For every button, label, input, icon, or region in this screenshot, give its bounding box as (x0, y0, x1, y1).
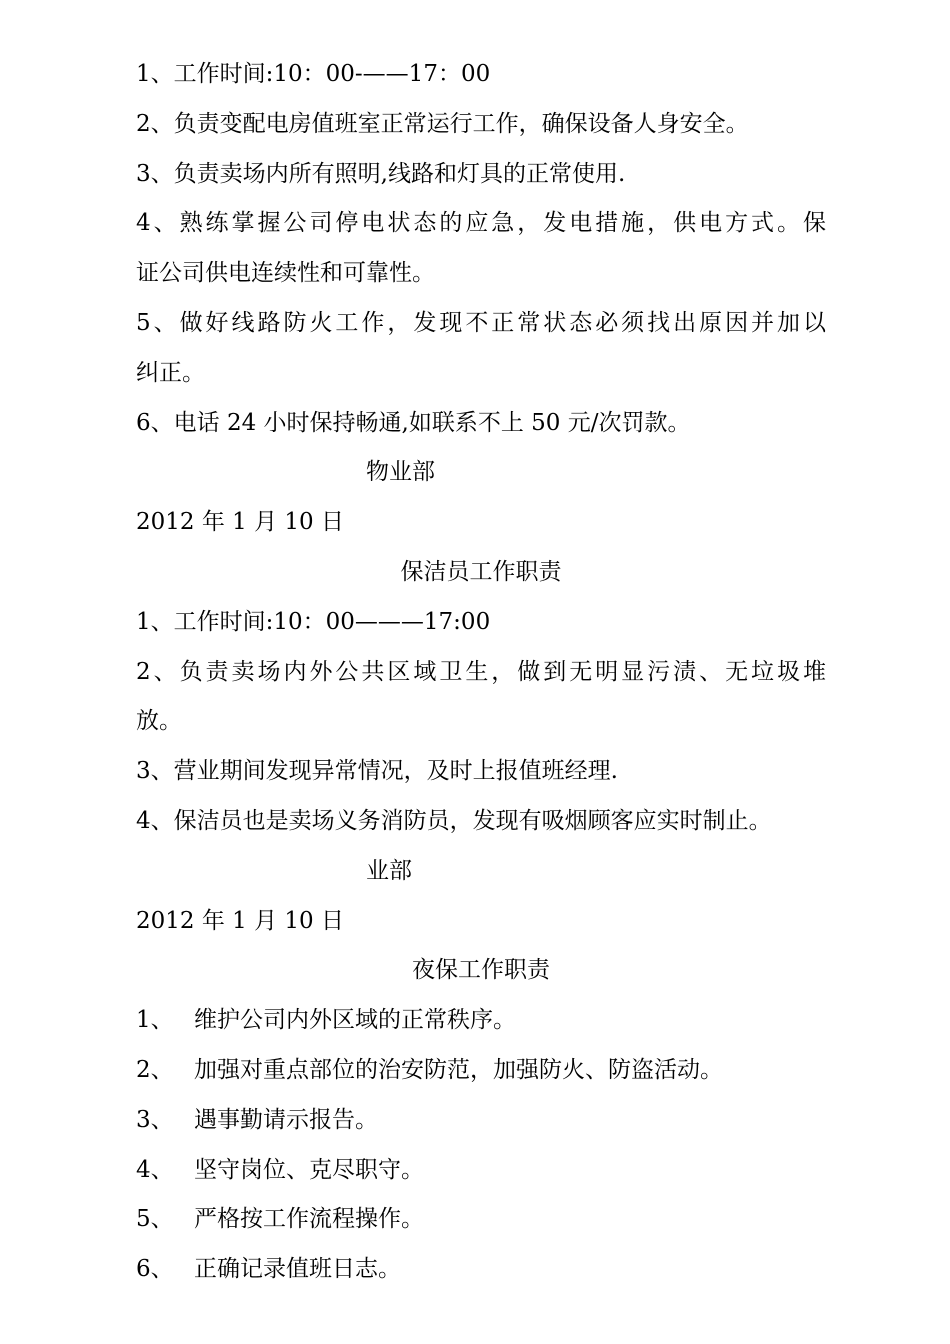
night-guard-item-text: 正确记录值班日志。 (194, 1256, 401, 1283)
electrician-department: 物业部 (366, 459, 435, 486)
electrician-item-4-line-1: 4、熟练掌握公司停电状态的应急，发电措施，供电方式。保 (136, 210, 826, 237)
cleaner-item-3: 3、营业期间发现异常情况，及时上报值班经理. (136, 758, 618, 785)
electrician-item-3: 3、负责卖场内所有照明,线路和灯具的正常使用. (136, 160, 626, 187)
night-guard-item-text: 维护公司内外区域的正常秩序。 (194, 1007, 516, 1034)
electrician-item-5-line-2: 纠正。 (136, 359, 205, 386)
electrician-item-6: 6、电话 24 小时保持畅通,如联系不上 50 元/次罚款。 (136, 409, 691, 436)
cleaner-item-4: 4、保洁员也是卖场义务消防员，发现有吸烟顾客应实时制止。 (136, 807, 772, 834)
night-guard-item-5 (136, 1195, 826, 1245)
night-guard-item-text: 坚守岗位、克尽职守。 (194, 1156, 424, 1183)
night-guard-item-1 (136, 996, 826, 1046)
night-guard-item-text: 遇事勤请示报告。 (194, 1106, 378, 1133)
document-page (136, 50, 826, 1295)
cleaner-item-2-line-2: 放。 (136, 708, 182, 735)
night-guard-item-4 (136, 1146, 826, 1196)
night-guard-item-number: 5、 (136, 1206, 174, 1233)
electrician-item-4-line-2: 证公司供电连续性和可靠性。 (136, 260, 435, 287)
night-guard-item-number: 3、 (136, 1106, 174, 1133)
night-guard-item-text: 严格按工作流程操作。 (194, 1206, 424, 1233)
cleaner-title: 保洁员工作职责 (400, 558, 562, 585)
night-guard-item-2 (136, 1046, 826, 1096)
electrician-item-1: 1、工作时间:10：00-——17：00 (136, 61, 491, 87)
cleaner-item-2-line-1: 2、负责卖场内外公共区域卫生，做到无明显污渍、无垃圾堆 (136, 658, 826, 685)
cleaner-item-1: 1、工作时间:10：00———17:00 (136, 608, 491, 635)
cleaner-department: 业部 (366, 857, 412, 884)
night-guard-item-6 (136, 1245, 826, 1295)
night-guard-item-number: 1、 (136, 1007, 174, 1034)
night-guard-item-text: 加强对重点部位的治安防范，加强防火、防盗活动。 (194, 1056, 723, 1083)
electrician-item-5-line-1: 5、做好线路防火工作，发现不正常状态必须找出原因并加以 (136, 309, 826, 336)
night-guard-item-number: 6、 (136, 1256, 174, 1283)
cleaner-date: 2012 年 1 月 10 日 (136, 907, 344, 934)
night-guard-item-number: 4、 (136, 1156, 174, 1183)
electrician-date: 2012 年 1 月 10 日 (136, 509, 344, 536)
electrician-item-2: 2、负责变配电房值班室正常运行工作，确保设备人身安全。 (136, 110, 749, 137)
night-guard-title: 夜保工作职责 (412, 957, 550, 984)
night-guard-item-number: 2、 (136, 1056, 174, 1083)
night-guard-item-3 (136, 1096, 826, 1146)
